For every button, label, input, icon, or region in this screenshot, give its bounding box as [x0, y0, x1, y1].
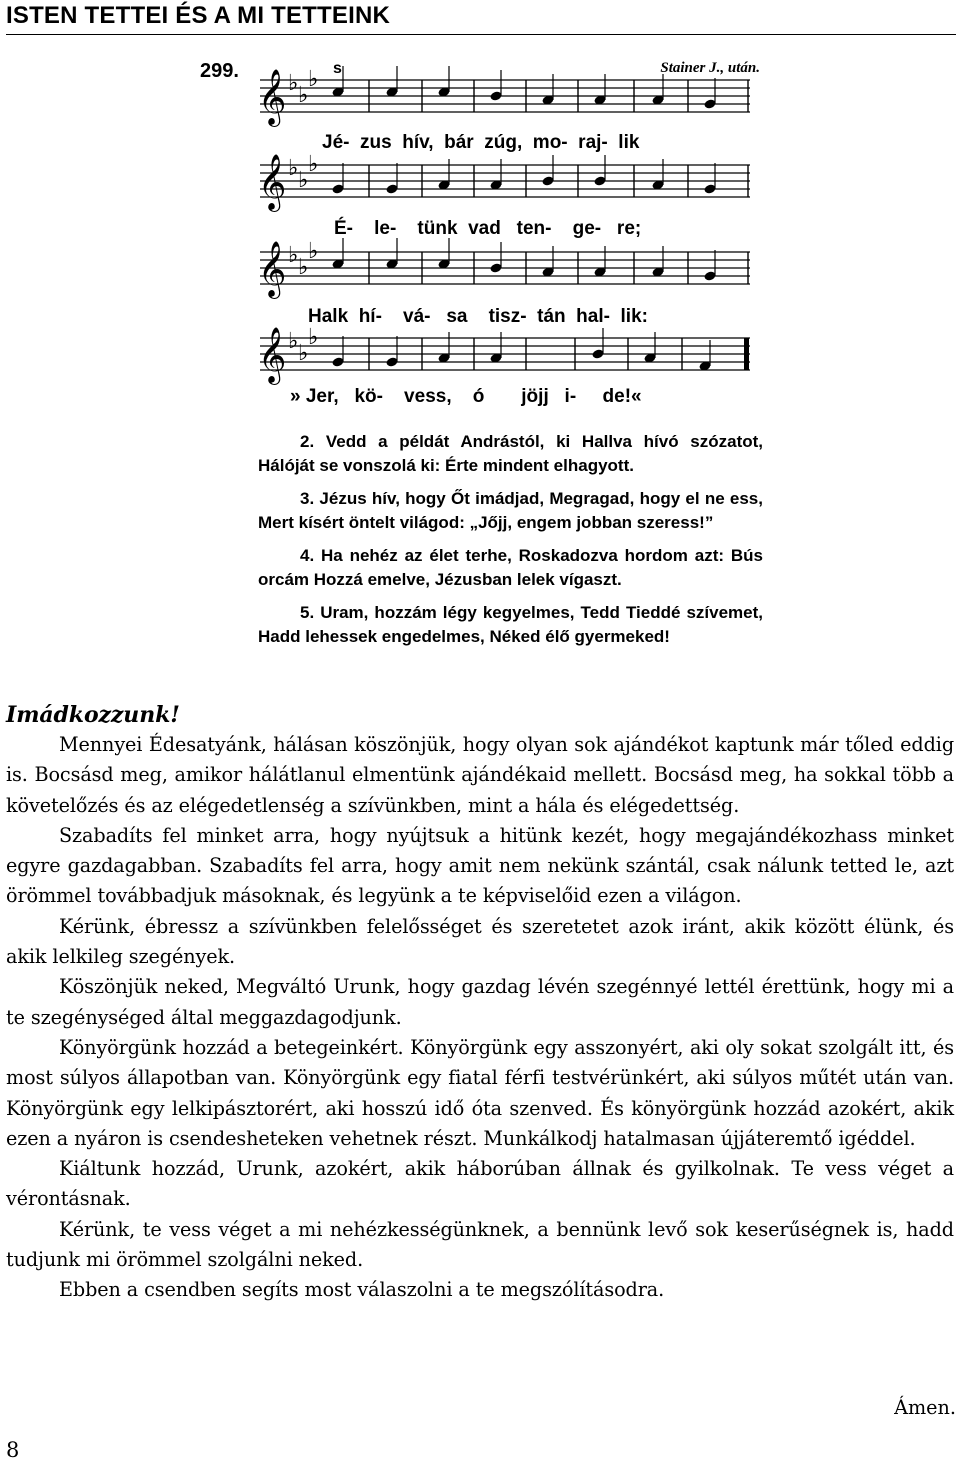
- flat-icon: ♭: [308, 325, 319, 350]
- flat-icon: ♭: [298, 255, 309, 280]
- flat-icon: ♭: [308, 67, 319, 92]
- flat-icon: ♭: [308, 152, 319, 177]
- treble-clef-icon: 𝄞: [258, 241, 287, 297]
- prayer-paragraph: Köszönjük neked, Megváltó Urunk, hogy gazdag lévén szegénnyé lettél érettünk, hogy mi a te szegénységed által meggazdagodjunk.: [6, 975, 954, 1029]
- prayer-heading: Imádkozzunk!: [6, 702, 180, 728]
- hymn-attribution: Stainer J., után.: [660, 60, 760, 76]
- flat-icon: ♭: [308, 239, 319, 264]
- lyric-line: Halk hí- vá- sa tisz- tán hal- lik:: [308, 306, 648, 327]
- prayer-paragraph: Szabadíts fel minket arra, hogy nyújtsuk a hitünk kezét, hogy megajándékozhass minket egyre gazdagabban. Szabadíts fel arra, hogy amit nem nekünk szántál, csak nálunk tetted le, azt örömmel továbbadjuk másoknak, és legyünk a te képviselőid ezen a világon.: [6, 823, 954, 908]
- page-header: [6, 2, 956, 30]
- flat-icon: ♭: [288, 243, 299, 268]
- treble-clef-icon: 𝄞: [258, 154, 287, 210]
- music-staves: [250, 60, 760, 420]
- flat-icon: ♭: [288, 329, 299, 354]
- verse: 3. Jézus hív, hogy Őt imádjad, Megragad, hogy el ne ess, Mert kísért öntelt világod: „Jőjj, engem jobban szeress!”: [258, 489, 763, 532]
- verse: 2. Vedd a példát Andrástól, ki Hallva hívó szózatot, Hálóját se vonszolá ki: Érte mindent elhagyott.: [258, 432, 763, 475]
- chapter-title: ISTEN TETTEI ÉS A MI TETTEINK: [6, 2, 391, 29]
- prayer-paragraph: Ebben a csendben segíts most válaszolni a te megszólításodra.: [59, 1278, 665, 1302]
- prayer-section: [6, 700, 954, 1306]
- lyric-line: É- le- tünk vad ten- ge- re;: [334, 218, 642, 239]
- flat-icon: ♭: [298, 83, 309, 108]
- treble-clef-icon: 𝄞: [258, 327, 287, 383]
- header-divider: [6, 34, 956, 35]
- final-bar-line: [744, 338, 749, 370]
- flat-icon: ♭: [288, 71, 299, 96]
- verse: 4. Ha nehéz az élet terhe, Roskadozva hordom azt: Bús orcám Hozzá emelve, Jézusban lelek vígaszt.: [258, 546, 763, 589]
- hymn-number: 299.: [200, 60, 239, 82]
- prayer-paragraph: Kérünk, te vess véget a mi nehézkességünknek, a bennünk levő sok keserűségnek is, hadd tudjunk mi örömmel szolgálni neked.: [6, 1217, 954, 1272]
- hymn-mark: s: [333, 60, 342, 77]
- prayer-paragraph: Könyörgünk hozzád a betegeinkért. Könyörgünk egy asszonyért, aki oly sokat szolgált itt, és most súlyos állapotban van. Könyörgünk egy fiatal férfi testvérünkért, aki súlyos műtét után van. Könyörgünk egy lelkipásztorért, aki hosszú idő óta szenved. És könyörgünk hozzád azokért, akik ezen a nyáron is csendesheteken vehetnek részt. Munkálkodj hatalmasan újjáteremtő igéddel.: [6, 1035, 954, 1150]
- lyric-line: Jé- zus hív, bár zúg, mo- raj- lik: [322, 132, 640, 153]
- hymn-verses: [258, 430, 763, 648]
- verse: 5. Uram, hozzám légy kegyelmes, Tedd Tieddé szívemet, Hadd lehessek engedelmes, Néked élő gyermeked!: [258, 603, 763, 646]
- page-number: 8: [6, 1438, 20, 1462]
- lyric-line: » Jer, kö- vess, ó jöjj i- de!«: [290, 386, 642, 407]
- flat-icon: ♭: [298, 341, 309, 366]
- flat-icon: ♭: [288, 156, 299, 181]
- treble-clef-icon: 𝄞: [258, 69, 287, 125]
- prayer-closing: Ámen.: [894, 1396, 956, 1419]
- flat-icon: ♭: [298, 168, 309, 193]
- prayer-paragraph: Kérünk, ébressz a szívünkben felelősséget és szeretetet azok iránt, akik között élünk, és akik lelkileg szegények.: [6, 914, 954, 969]
- sheet-music: [250, 60, 760, 420]
- prayer-paragraph: Mennyei Édesatyánk, hálásan köszönjük, hogy olyan sok ajándékot kaptunk már tőled eddig is. Bocsásd meg, amikor hálátlanul elmentünk ajándékaid mellett. Bocsásd meg, ha sokkal több a követelőzés és az elégedetlenség a szívünkben, mint a hála és elégedettség.: [6, 733, 954, 817]
- prayer-paragraph: Kiáltunk hozzád, Urunk, azokért, akik háborúban állnak és gyilkolnak. Te vess véget a vérontásnak.: [6, 1157, 954, 1211]
